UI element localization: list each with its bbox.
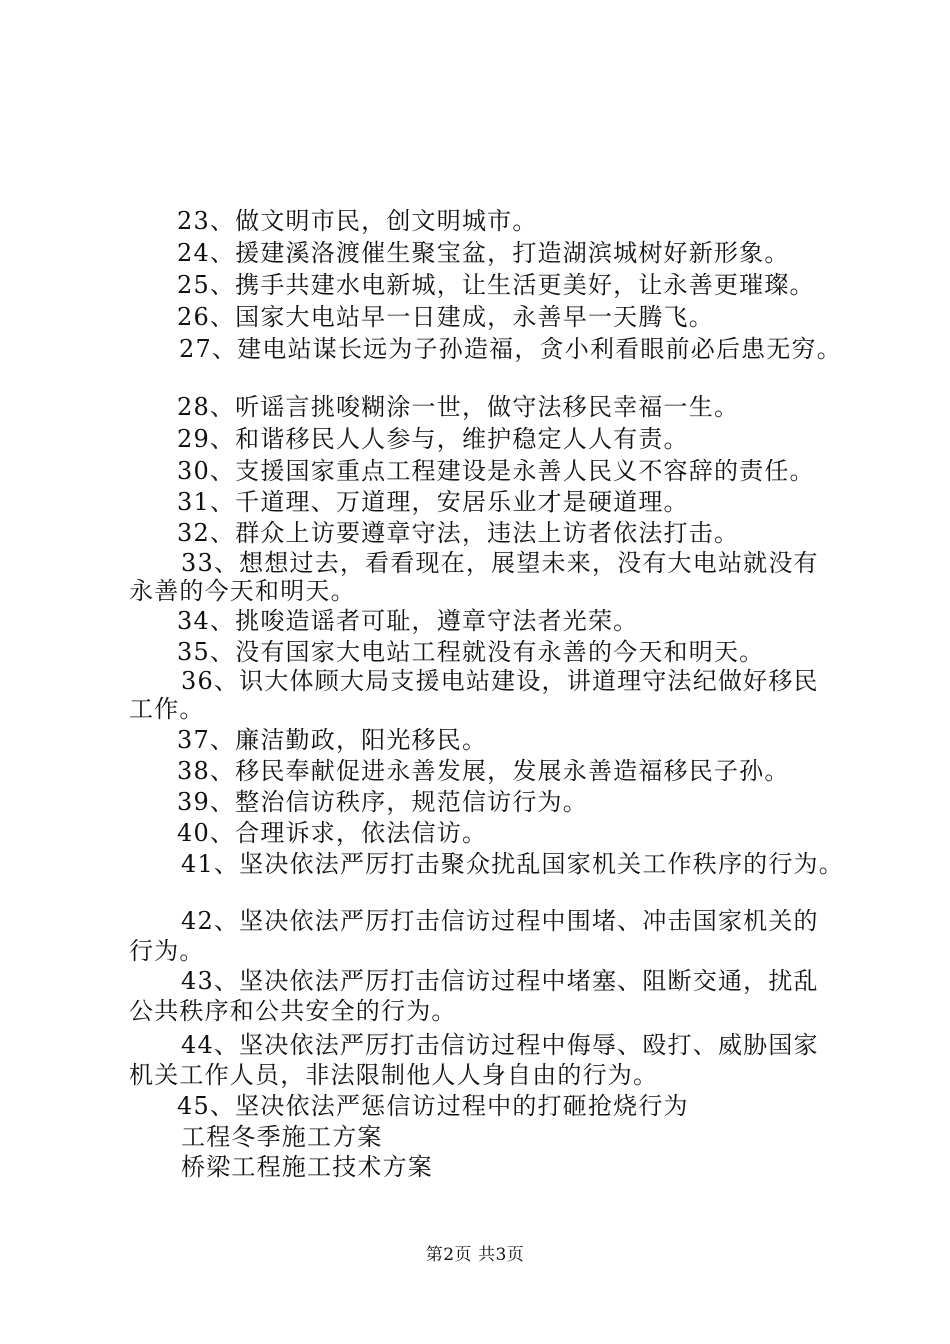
- text-line: 39、整治信访秩序，规范信访行为。: [177, 788, 588, 816]
- page-footer: 第2页 共3页: [425, 1245, 525, 1265]
- text-line: 31、千道理、万道理，安居乐业才是硬道理。: [177, 488, 689, 516]
- text-line: 27、建电站谋长远为子孙造福，贪小利看眼前必后患无穷。: [179, 335, 842, 363]
- text-line: 28、听谣言挑唆糊涂一世，做守法移民幸福一生。: [177, 393, 740, 421]
- text-line: 36、识大体顾大局支援电站建设，讲道理守法纪做好移民: [181, 667, 819, 695]
- text-line: 32、群众上访要遵章守法，违法上访者依法打击。: [177, 519, 740, 547]
- text-line: 30、支援国家重点工程建设是永善人民义不容辞的责任。: [177, 457, 815, 485]
- text-line: 34、挑唆造谣者可耻，遵章守法者光荣。: [177, 607, 639, 635]
- text-line: 行为。: [129, 937, 205, 965]
- text-line: 公共秩序和公共安全的行为。: [129, 997, 457, 1025]
- text-line: 29、和谐移民人人参与，维护稳定人人有责。: [177, 425, 689, 453]
- text-line: 40、合理诉求，依法信访。: [177, 819, 488, 847]
- text-line: 机关工作人员，非法限制他人人身自由的行为。: [129, 1061, 659, 1089]
- text-line: 33、想想过去，看看现在，展望未来，没有大电站就没有: [181, 549, 819, 577]
- text-line: 35、没有国家大电站工程就没有永善的今天和明天。: [177, 638, 765, 666]
- text-line: 工作。: [129, 695, 205, 723]
- text-line: 42、坚决依法严厉打击信访过程中围堵、冲击国家机关的: [181, 907, 819, 935]
- text-line: 桥梁工程施工技术方案: [181, 1153, 433, 1181]
- text-line: 永善的今天和明天。: [129, 577, 356, 605]
- text-line: 25、携手共建水电新城，让生活更美好，让永善更璀璨。: [177, 271, 815, 299]
- text-line: 24、援建溪洛渡催生聚宝盆，打造湖滨城树好新形象。: [177, 239, 790, 267]
- text-line: 45、坚决依法严惩信访过程中的打砸抢烧行为: [177, 1092, 689, 1120]
- text-line: 44、坚决依法严厉打击信访过程中侮辱、殴打、威胁国家: [181, 1031, 819, 1059]
- text-line: 41、坚决依法严厉打击聚众扰乱国家机关工作秩序的行为。: [181, 850, 844, 878]
- text-line: 23、做文明市民，创文明城市。: [177, 207, 538, 235]
- text-line: 26、国家大电站早一日建成，永善早一天腾飞。: [177, 303, 714, 331]
- text-line: 38、移民奉献促进永善发展，发展永善造福移民子孙。: [177, 757, 790, 785]
- text-line: 43、坚决依法严厉打击信访过程中堵塞、阻断交通，扰乱: [181, 967, 819, 995]
- text-line: 工程冬季施工方案: [181, 1123, 383, 1151]
- text-line: 37、廉洁勤政，阳光移民。: [177, 726, 488, 754]
